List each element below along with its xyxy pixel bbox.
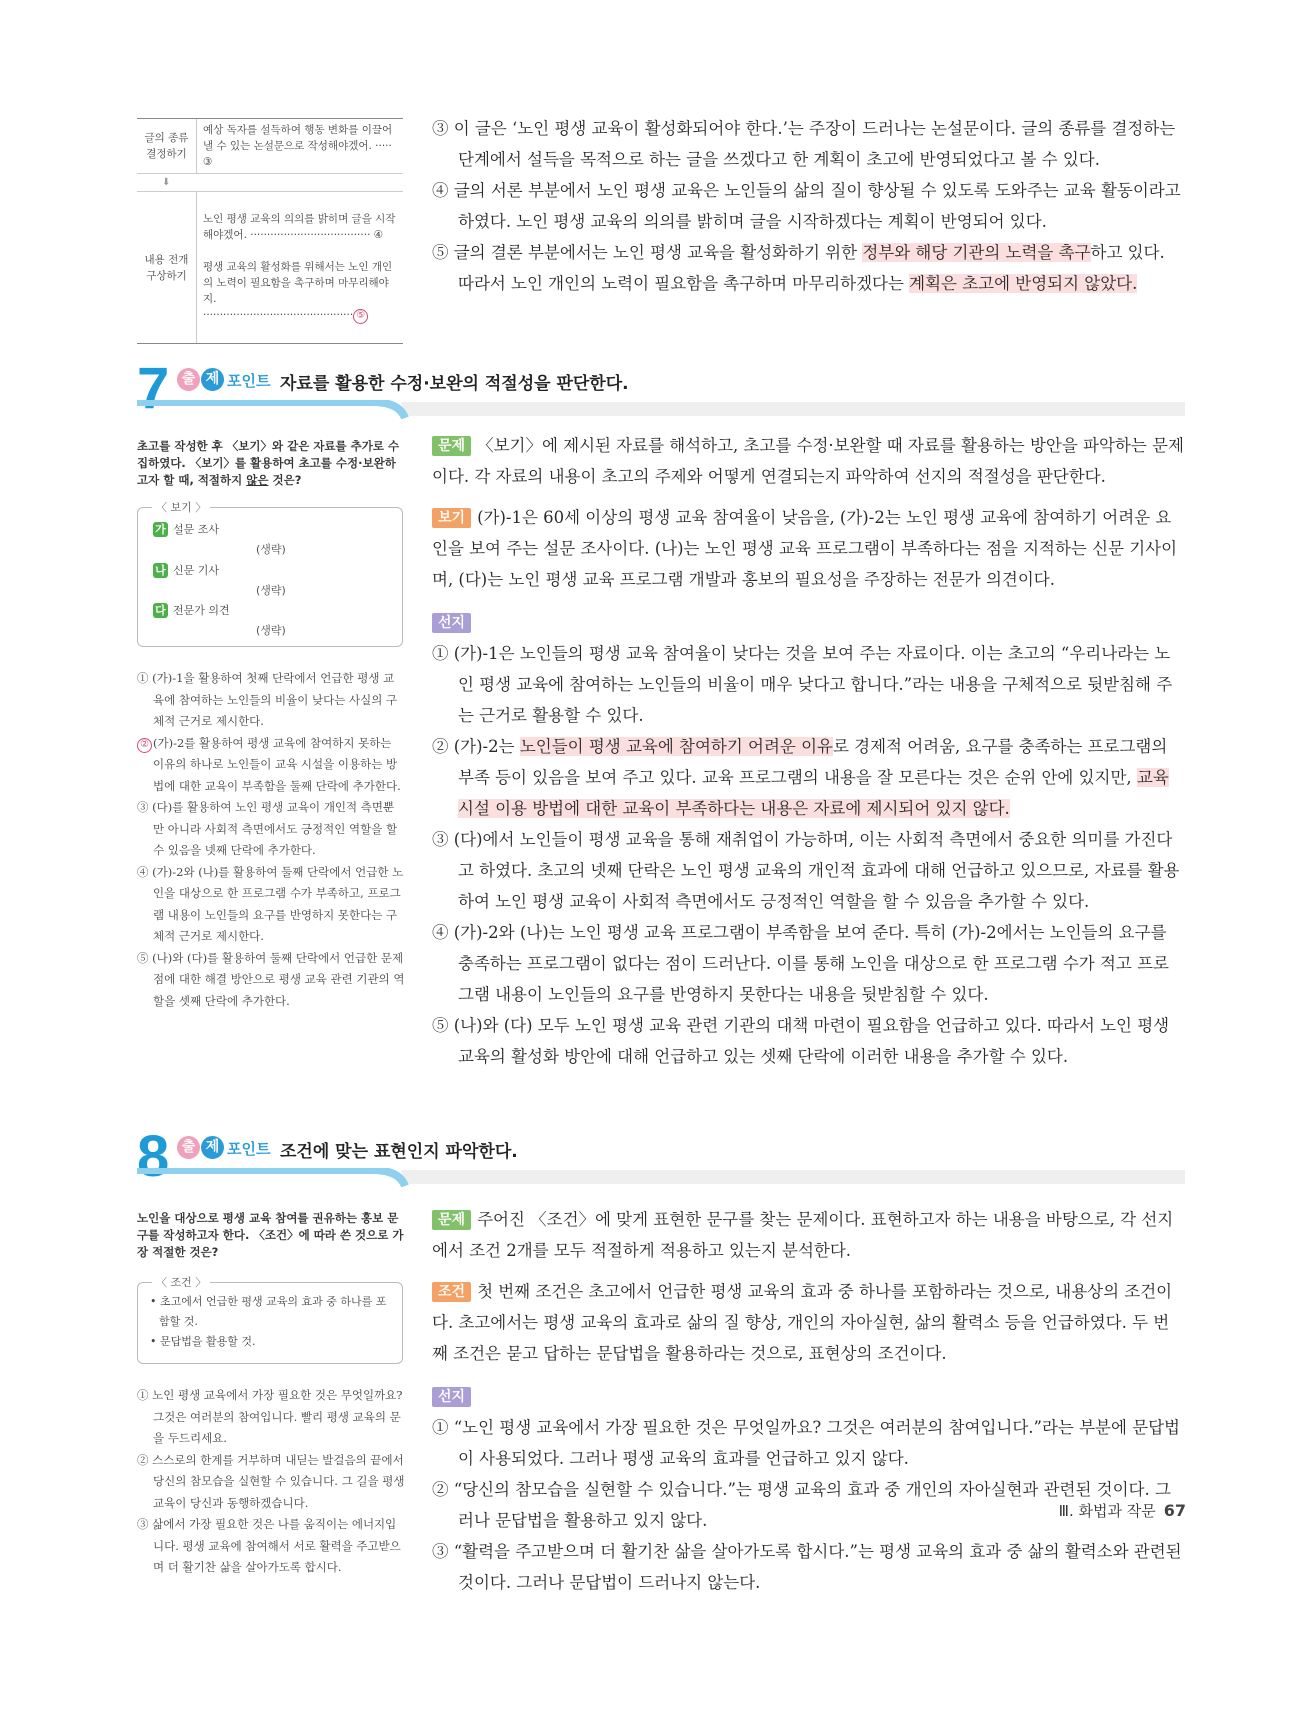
plan-table: [137, 118, 403, 344]
munje-text: 〈보기〉에 제시된 자료를 해석하고, 초고를 수정·보완할 때 자료를 활용하는 방안을 파악하는 문제이다. 각 자료의 내용이 초고의 주제와 어떻게 연결되는지 파악하여 선지의 적절성을 판단한다.: [432, 436, 1184, 486]
down-arrow-icon: ⬇: [162, 176, 171, 188]
point-label: 포인트: [227, 372, 271, 390]
header-bar: [137, 1168, 1185, 1188]
condition-block: [432, 1276, 1184, 1369]
plan-text: 노인 평생 교육의 의의를 밝히며 글을 시작 해야겠어. ···································· ④: [203, 213, 396, 241]
bogi-label: 설문 조사: [173, 523, 220, 536]
option-2[interactable]: [137, 733, 405, 798]
options-7: [137, 668, 405, 1012]
section-8-header: [137, 1124, 1185, 1189]
answer-mark: ②: [137, 738, 152, 753]
option-2[interactable]: ② 스스로의 한계를 거부하며 내딛는 발걸음의 끝에서 당신의 참모습을 실현할 수 있습니다. 그 길을 평생 교육이 당신과 동행하겠습니다.: [137, 1452, 405, 1510]
bogi-label: 전문가 의견: [173, 604, 230, 617]
condition-item: • 문답법을 활용할 것.: [150, 1335, 256, 1348]
option-text: (가)-2를 활용하여 평생 교육에 참여하지 못하는 이유의 하나로 노인들이 교육 시설을 이용하는 방법에 대한 교육이 부족함을 둘째 단락에 추가한다.: [153, 735, 401, 793]
text-span: ⑤ 글의 결론 부분에서는 노인 평생 교육을 활성화하기 위한: [432, 243, 863, 262]
omitted: (생략): [256, 584, 286, 597]
sunji-tag-row: [432, 1381, 1184, 1412]
plan-row-genre: [137, 119, 403, 174]
options-8: [137, 1385, 405, 1579]
bogi-block: [432, 502, 1184, 595]
munje-block: [432, 430, 1184, 492]
ga-badge-icon: 가: [153, 522, 168, 537]
plan-label: 내용 전개 구상하기: [137, 192, 197, 343]
bogi-text: (가)-1은 60세 이상의 평생 교육 참여율이 낮음을, (가)-2는 노인 평생 교육에 참여하기 어려운 요인을 보여 주는 설문 조사이다. (나)는 노인 평생 교육 프로그램이 부족하다는 점을 지적하는 신문 기사이며, (다)는 노인 평생 교육 프로그램 개발과 홍보의 필요성을 주장하는 전문가 의견이다.: [432, 508, 1178, 589]
badge-icon: 출: [177, 1136, 200, 1159]
text-span: 하고 있다. 따라서 노인 개인의 노력이 필요함을 촉구하며 마무리하겠다는: [458, 243, 1165, 293]
munje-tag: 문제: [432, 436, 471, 456]
condition-text: 첫 번째 조건은 초고에서 언급한 평생 교육의 효과 중 하나를 포함하라는 것으로, 내용상의 조건이다. 초고에서는 평생 교육의 효과로 삶의 질 향상, 개인의 자아실현, 삶의 활력소 등을 언급하였다. 두 번째 조건은 묻고 답하는 문답법을 활용하라는 것으로, 표현상의 조건이다.: [432, 1282, 1173, 1363]
text-span: 로 경제적 어려움, 요구를 충족하는 프로그램의 부족 등이 있음을 보여 주고 있다. 교육 프로그램의 내용을 잘 모른다는 것은 순위 안에 있지만,: [458, 737, 1168, 787]
condition-tag: 〈 조건 〉: [152, 1274, 210, 1290]
omitted: (생략): [256, 624, 286, 637]
bogi-item: [153, 602, 230, 618]
explanation-item: ② “당신의 참모습을 실현할 수 있습니다.”는 평생 교육의 효과 중 개인의 자아실현과 관련된 것이다. 그러나 문답법을 활용하고 있지 않다.: [432, 1480, 1171, 1530]
explanation-7: [432, 430, 1184, 1072]
highlight: 노인들이 평생 교육에 참여하기 어려운 이유: [519, 737, 833, 756]
munje-block: [432, 1204, 1184, 1266]
explanation-item: ① (가)-1은 노인들의 평생 교육 참여율이 낮다는 것을 보여 주는 자료이다. 이는 초고의 “우리나라는 노인 평생 교육에 참여하는 노인들의 비율이 매우 낮다고 합니다.”라는 내용을 구체적으로 뒷받침해 주는 근거로 활용할 수 있다.: [432, 644, 1173, 725]
option-3[interactable]: ③ 삶에서 가장 필요한 것은 나를 움직이는 에너지입니다. 평생 교육에 참여해서 서로 활력을 주고받으며 더 활기찬 삶을 살아가도록 합시다.: [137, 1517, 401, 1574]
question-text: 것은?: [268, 473, 302, 487]
badge-icon: 제: [201, 1136, 224, 1159]
plan-arrow: [137, 174, 403, 192]
option-4[interactable]: ④ (가)-2와 (나)를 활용하여 둘째 단락에서 언급한 노인을 대상으로 한 프로그램 수가 부족하고, 프로그램 내용이 노인들의 요구를 반영하지 못한다는 구체적 근거로 제시한다.: [137, 864, 404, 943]
explanation-8: [432, 1204, 1184, 1598]
answer-mark: ⑤: [353, 309, 368, 324]
section-title: 자료를 활용한 수정·보완의 적절성을 판단한다.: [280, 374, 629, 394]
munje-tag: 문제: [432, 1210, 471, 1230]
section-number: 8: [137, 1124, 170, 1189]
highlight: 정부와 해당 기관의 노력을 촉구: [862, 243, 1091, 262]
na-badge-icon: 나: [153, 563, 168, 578]
header-bar: [137, 400, 1185, 420]
badge-icon: 제: [201, 368, 224, 391]
condition-list: [150, 1292, 395, 1352]
bogi-tag: 〈 보기 〉: [152, 499, 210, 515]
text-span: ② (가)-2는: [432, 737, 520, 756]
explanation-item: ③ “활력을 주고받으며 더 활기찬 삶을 살아가도록 합시다.”는 평생 교육의 효과 중 삶의 활력소와 관련된 것이다. 그러나 문답법이 드러나지 않는다.: [432, 1542, 1182, 1592]
section-number: 7: [137, 356, 170, 421]
question-8: 노인을 대상으로 평생 교육 참여를 권유하는 홍보 문구를 작성하고자 한다. 〈조건〉에 따라 쓴 것으로 가장 적절한 것은?: [137, 1211, 404, 1259]
explanation-item: [432, 731, 1184, 824]
question-text: 초고를 작성한 후 〈보기〉와 같은 자료를 추가로 수집하였다. 〈보기〉를 활용하여 초고를 수정·보완하고자 할 때, 적절하지: [137, 439, 400, 487]
option-1[interactable]: ① 노인 평생 교육에서 가장 필요한 것은 무엇일까요? 그것은 여러분의 참여입니다. 빨리 평생 교육의 문을 두드리세요.: [137, 1388, 403, 1445]
munje-text: 주어진 〈조건〉에 맞게 표현한 문구를 찾는 문제이다. 표현하고자 하는 내용을 바탕으로, 각 선지에서 조건 2개를 모두 적절하게 적용하고 있는지 분석한다.: [432, 1210, 1174, 1260]
explanation-item: ③ (다)에서 노인들이 평생 교육을 통해 재취업이 가능하며, 이는 사회적 측면에서 중요한 의미를 가진다고 하였다. 초고의 넷째 단락은 노인 평생 교육의 개인적 효과에 대해 언급하고 있으므로, 자료를 활용하여 노인 평생 교육이 사회적 측면에서도 긍정적인 역할을 할 수 있음을 추가할 수 있다.: [432, 830, 1180, 911]
omitted: (생략): [256, 543, 286, 556]
highlight: 교육 시설 이용 방법에 대한 교육이 부족하다는 내용은 자료에 제시되어 있지 않다.: [458, 768, 1169, 818]
plan-text-group: [197, 192, 403, 343]
explanation-item: ④ (가)-2와 (나)는 노인 평생 교육 프로그램이 부족함을 보여 준다. 특히 (가)-2에서는 노인들의 요구를 충족하는 프로그램이 없다는 점이 드러난다. 이를 통해 노인을 대상으로 한 프로그램 수가 적고 프로그램 내용이 노인들의 요구를 반영하지 못한다는 내용을 뒷받침할 수 있다.: [432, 923, 1169, 1004]
explanation-item: ① “노인 평생 교육에서 가장 필요한 것은 무엇일까요? 그것은 여러분의 참여입니다.”라는 부분에 문답법이 사용되었다. 그러나 평생 교육의 효과를 언급하고 있지 않다.: [432, 1418, 1180, 1468]
plan-label: 글의 종류 결정하기: [137, 119, 197, 173]
sunji-tag: 선지: [432, 613, 471, 633]
top-explanation: [432, 113, 1184, 299]
explanation-item: ⑤ (나)와 (다) 모두 노인 평생 교육 관련 기관의 대책 마련이 필요함을 언급하고 있다. 따라서 노인 평생 교육의 활성화 방안에 대해 언급하고 있는 셋째 단락에 이러한 내용을 추가할 수 있다.: [432, 1016, 1170, 1066]
plan-row-content: [137, 192, 403, 343]
sunji-tag: 선지: [432, 1387, 471, 1407]
question-underline: 않은: [246, 473, 269, 487]
option-3[interactable]: ③ (다)를 활용하여 노인 평생 교육이 개인적 측면뿐만 아니라 사회적 측면에서도 긍정적인 역할을 할 수 있음을 넷째 단락에 추가한다.: [137, 800, 398, 857]
section-title: 조건에 맞는 표현인지 파악한다.: [280, 1142, 518, 1162]
plan-text-b: 평생 교육의 활성화를 위해서는 노인 개인 의 노력이 필요함을 촉구하며 마무리해야지. ·············································: [203, 261, 393, 321]
question-7: [137, 438, 405, 489]
highlight: 계획은 초고에 반영되지 않았다.: [909, 274, 1138, 293]
footer-section: Ⅲ. 화법과 작문: [1058, 1502, 1156, 1520]
page-number: 67: [1163, 1501, 1186, 1520]
da-badge-icon: 다: [153, 603, 168, 618]
bogi-item: [153, 562, 219, 578]
bogi-label: 신문 기사: [173, 564, 220, 577]
plan-text: [203, 259, 397, 324]
badge-icon: 출: [177, 368, 200, 391]
bogi-exp-tag: 보기: [432, 508, 471, 528]
plan-text: 예상 독자를 설득하여 행동 변화를 이끌어 낼 수 있는 논설문으로 작성해야겠어. ····· ③: [203, 124, 393, 168]
explanation-item: [432, 237, 1184, 299]
page-footer: [1059, 1500, 1186, 1521]
condition-item: • 초고에서 언급한 평생 교육의 효과 중 하나를 포함할 것.: [150, 1295, 387, 1328]
point-label: 포인트: [227, 1140, 271, 1158]
section-7-header: [137, 356, 1185, 421]
explanation-item: ④ 글의 서론 부분에서 노인 평생 교육은 노인들의 삶의 질이 향상될 수 있도록 도와주는 교육 활동이라고 하였다. 노인 평생 교육의 의의를 밝히며 글을 시작하겠다는 계획이 반영되어 있다.: [432, 181, 1181, 231]
condition-exp-tag: 조건: [432, 1282, 471, 1302]
option-1[interactable]: ① (가)-1을 활용하여 첫째 단락에서 언급한 평생 교육에 참여하는 노인들의 비율이 낮다는 사실의 구체적 근거로 제시한다.: [137, 671, 398, 728]
bogi-item: [153, 521, 219, 537]
explanation-item: ③ 이 글은 ‘노인 평생 교육이 활성화되어야 한다.’는 주장이 드러나는 논설문이다. 글의 종류를 결정하는 단계에서 설득을 목적으로 하는 글을 쓰겠다고 한 계획이 초고에 반영되었다고 볼 수 있다.: [432, 119, 1176, 169]
option-5[interactable]: ⑤ (나)와 (다)를 활용하여 둘째 단락에서 언급한 문제점에 대한 해결 방안으로 평생 교육 관련 기관의 역할을 셋째 단락에 추가한다.: [137, 950, 405, 1008]
sunji-tag-row: [432, 607, 1184, 638]
